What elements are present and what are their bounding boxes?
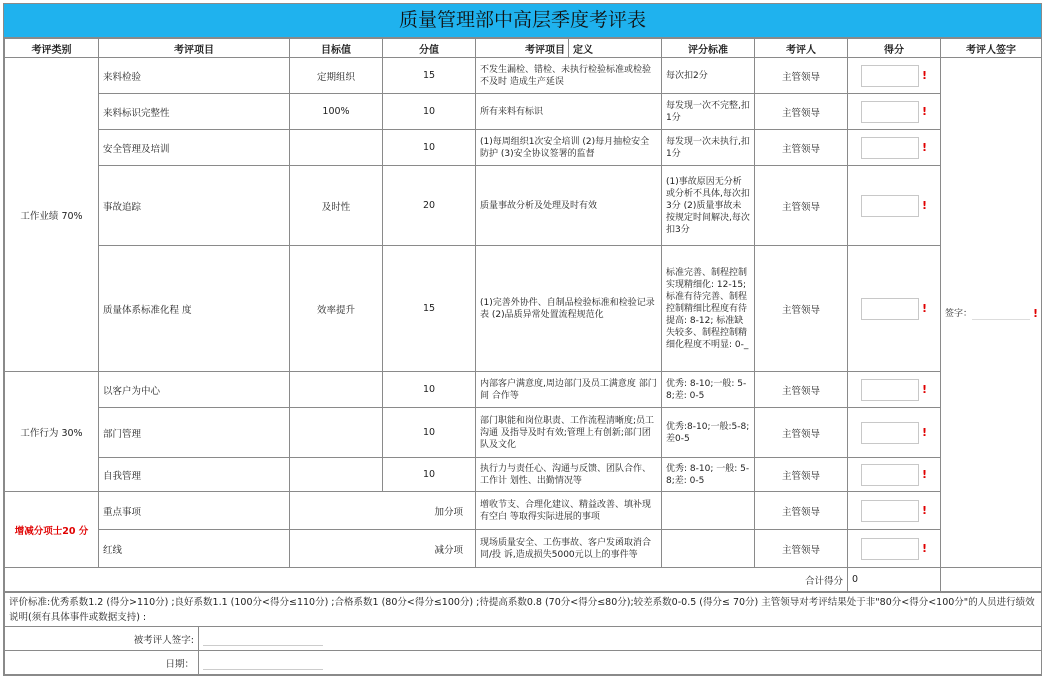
points-value: 20 xyxy=(383,166,476,246)
required-mark: ! xyxy=(921,542,928,555)
table-row xyxy=(5,372,1042,408)
required-mark: ! xyxy=(921,504,928,517)
evaluation-table xyxy=(4,38,1042,592)
header-points: 分值 xyxy=(383,39,476,58)
item-name: 来料标识完整性 xyxy=(99,94,290,130)
header-target: 目标值 xyxy=(290,39,383,58)
definition-text: 现场质量安全、工伤事故、客户发函取消合同/投 诉,造成损失5000元以上的事件等 xyxy=(476,530,662,568)
criteria-text: 每发现一次不完整,扣1分 xyxy=(662,94,755,130)
footer-criteria-text: 评价标准:优秀系数1.2 (得分>110分) ;良好系数1.1 (100分<得分≤110分) ;合格系数1 (80分<得分≤100分) ;待提高系数0.8 (70分<得分≤80分);较差系数0-0.5 (得分≤ 70分) 主管领导对考评结果处于非"80分<得分<100分"的人员进行绩效说明(须有具体事件或数据支持) : xyxy=(5,593,1042,627)
points-value: 10 xyxy=(383,408,476,458)
item-name: 自我管理 xyxy=(99,458,290,492)
criteria-text: (1)事故原因无分析或分析不具体,每次扣3分 (2)质量事故未按规定时间解决,每次扣3分 xyxy=(662,166,755,246)
required-mark: ! xyxy=(921,69,928,82)
required-mark: ! xyxy=(921,105,928,118)
score-cell xyxy=(848,372,941,408)
criteria-text: 优秀: 8-10; 一般: 5-8;差: 0-5 xyxy=(662,458,755,492)
evaluator-text: 主管领导 xyxy=(755,94,848,130)
target-value xyxy=(290,458,383,492)
evaluator-text: 主管领导 xyxy=(755,492,848,530)
target-value: 及时性 xyxy=(290,166,383,246)
points-value: 10 xyxy=(383,458,476,492)
points-value: 10 xyxy=(383,372,476,408)
score-cell xyxy=(848,130,941,166)
form-title: 质量管理部中高层季度考评表 xyxy=(4,4,1041,38)
target-value xyxy=(290,408,383,458)
date-cell xyxy=(199,651,1042,675)
table-row xyxy=(5,166,1042,246)
item-name: 安全管理及培训 xyxy=(99,130,290,166)
evaluatee-signature-label: 被考评人签字: xyxy=(5,627,199,651)
evaluatee-signature-row xyxy=(5,627,1042,651)
criteria-text: 优秀:8-10;一般:5-8;差0-5 xyxy=(662,408,755,458)
required-mark: ! xyxy=(921,199,928,212)
score-input[interactable] xyxy=(861,65,919,87)
score-input[interactable] xyxy=(861,464,919,486)
evaluatee-signature-input[interactable] xyxy=(203,631,323,646)
footer-table xyxy=(4,592,1042,675)
evaluator-text: 主管领导 xyxy=(755,246,848,372)
evaluator-text: 主管领导 xyxy=(755,58,848,94)
category-behavior: 工作行为 30% xyxy=(5,372,99,492)
header-criteria: 评分标准 xyxy=(662,39,755,58)
evaluator-text: 主管领导 xyxy=(755,130,848,166)
date-row xyxy=(5,651,1042,675)
criteria-text: 每发现一次未执行,扣1分 xyxy=(662,130,755,166)
header-category: 考评类别 xyxy=(5,39,99,58)
total-blank xyxy=(941,568,1042,592)
score-cell xyxy=(848,58,941,94)
total-row xyxy=(5,568,1042,592)
definition-text: 执行力与责任心、沟通与反馈、团队合作、工作计 划性、出勤情况等 xyxy=(476,458,662,492)
definition-text: (1)每周组织1次安全培训 (2)每月抽检安全防护 (3)安全协议签署的监督 xyxy=(476,130,662,166)
date-input[interactable] xyxy=(203,655,323,670)
required-mark: ! xyxy=(921,302,928,315)
table-row xyxy=(5,408,1042,458)
definition-text: 内部客户满意度,周边部门及员工满意度 部门间 合作等 xyxy=(476,372,662,408)
evaluation-form xyxy=(3,3,1042,676)
points-value: 减分项 xyxy=(290,530,476,568)
item-name: 红线 xyxy=(99,530,290,568)
item-name: 质量体系标准化程 度 xyxy=(99,246,290,372)
table-row xyxy=(5,246,1042,372)
signature-label: 签字： xyxy=(945,308,973,319)
score-input[interactable] xyxy=(861,298,919,320)
points-value: 15 xyxy=(383,58,476,94)
header-evaluator: 考评人 xyxy=(755,39,848,58)
criteria-text: 标准完善、制程控制实现精细化: 12-15; 标准有待完善、制程控制精细比程度有待提高: 8-12; 标准缺失较多、制程控制精细化程度不明显: 0-_ xyxy=(662,246,755,372)
evaluator-text: 主管领导 xyxy=(755,530,848,568)
total-value: 0 xyxy=(848,568,941,592)
category-bonus: 增减分项士20 分 xyxy=(5,492,99,568)
points-value: 加分项 xyxy=(290,492,476,530)
points-value: 15 xyxy=(383,246,476,372)
item-name: 以客户为中心 xyxy=(99,372,290,408)
criteria-text: 优秀: 8-10;一般: 5-8;差: 0-5 xyxy=(662,372,755,408)
target-value: 定期组织 xyxy=(290,58,383,94)
definition-text: 增收节支、合理化建议、精益改善、填补现有空白 等取得实际进展的事项 xyxy=(476,492,662,530)
score-input[interactable] xyxy=(861,422,919,444)
definition-text: (1)完善外协件、自制品检验标准和检验记录表 (2)品质异常处置流程规范化 xyxy=(476,246,662,372)
item-name: 部门管理 xyxy=(99,408,290,458)
target-value: 100% xyxy=(290,94,383,130)
header-definition: 定义 xyxy=(569,39,662,58)
score-input[interactable] xyxy=(861,379,919,401)
required-mark: ! xyxy=(921,468,928,481)
item-name: 重点事项 xyxy=(99,492,290,530)
table-row xyxy=(5,530,1042,568)
definition-text: 所有来料有标识 xyxy=(476,94,662,130)
header-item: 考评项目 xyxy=(99,39,290,58)
score-cell xyxy=(848,166,941,246)
score-cell xyxy=(848,94,941,130)
definition-text: 质量事故分析及处理及时有效 xyxy=(476,166,662,246)
criteria-text xyxy=(662,530,755,568)
item-name: 事故追踪 xyxy=(99,166,290,246)
evaluator-signature-cell xyxy=(941,58,1042,568)
definition-text: 部门职能和岗位职责、工作流程清晰度;员工沟通 及指导及时有效;管理上有创新;部门团队及文化 xyxy=(476,408,662,458)
required-mark: ! xyxy=(921,383,928,396)
header-item-def: 考评项目 xyxy=(476,39,569,58)
header-score: 得分 xyxy=(848,39,941,58)
definition-text: 不发生漏检、错检、未执行检验标准或检验不及时 造成生产延误 xyxy=(476,58,662,94)
target-value: 效率提升 xyxy=(290,246,383,372)
points-value: 10 xyxy=(383,94,476,130)
score-input[interactable] xyxy=(861,137,919,159)
score-cell xyxy=(848,408,941,458)
score-input[interactable] xyxy=(861,538,919,560)
required-mark: ! xyxy=(921,426,928,439)
table-row xyxy=(5,130,1042,166)
item-name: 来料检验 xyxy=(99,58,290,94)
evaluator-text: 主管领导 xyxy=(755,166,848,246)
target-value xyxy=(290,130,383,166)
target-value xyxy=(290,372,383,408)
table-row xyxy=(5,458,1042,492)
table-row xyxy=(5,94,1042,130)
score-cell xyxy=(848,458,941,492)
category-performance: 工作业绩 70% xyxy=(5,58,99,372)
score-input[interactable] xyxy=(861,101,919,123)
criteria-text xyxy=(662,492,755,530)
score-input[interactable] xyxy=(861,195,919,217)
signature-input[interactable] xyxy=(972,307,1030,320)
score-cell xyxy=(848,246,941,372)
header-signature: 考评人签字 xyxy=(941,39,1042,58)
score-cell xyxy=(848,530,941,568)
score-cell xyxy=(848,492,941,530)
table-row xyxy=(5,492,1042,530)
header-row xyxy=(5,39,1042,58)
date-label: 日期： xyxy=(5,651,199,675)
evaluator-text: 主管领导 xyxy=(755,458,848,492)
signature-required-mark: ! xyxy=(1033,306,1039,320)
criteria-text: 每次扣2分 xyxy=(662,58,755,94)
total-label: 合计得分 xyxy=(5,568,848,592)
evaluatee-signature-cell xyxy=(199,627,1042,651)
evaluator-text: 主管领导 xyxy=(755,408,848,458)
footer-criteria-row xyxy=(5,593,1042,627)
required-mark: ! xyxy=(921,141,928,154)
evaluator-text: 主管领导 xyxy=(755,372,848,408)
table-row xyxy=(5,58,1042,94)
score-input[interactable] xyxy=(861,500,919,522)
points-value: 10 xyxy=(383,130,476,166)
